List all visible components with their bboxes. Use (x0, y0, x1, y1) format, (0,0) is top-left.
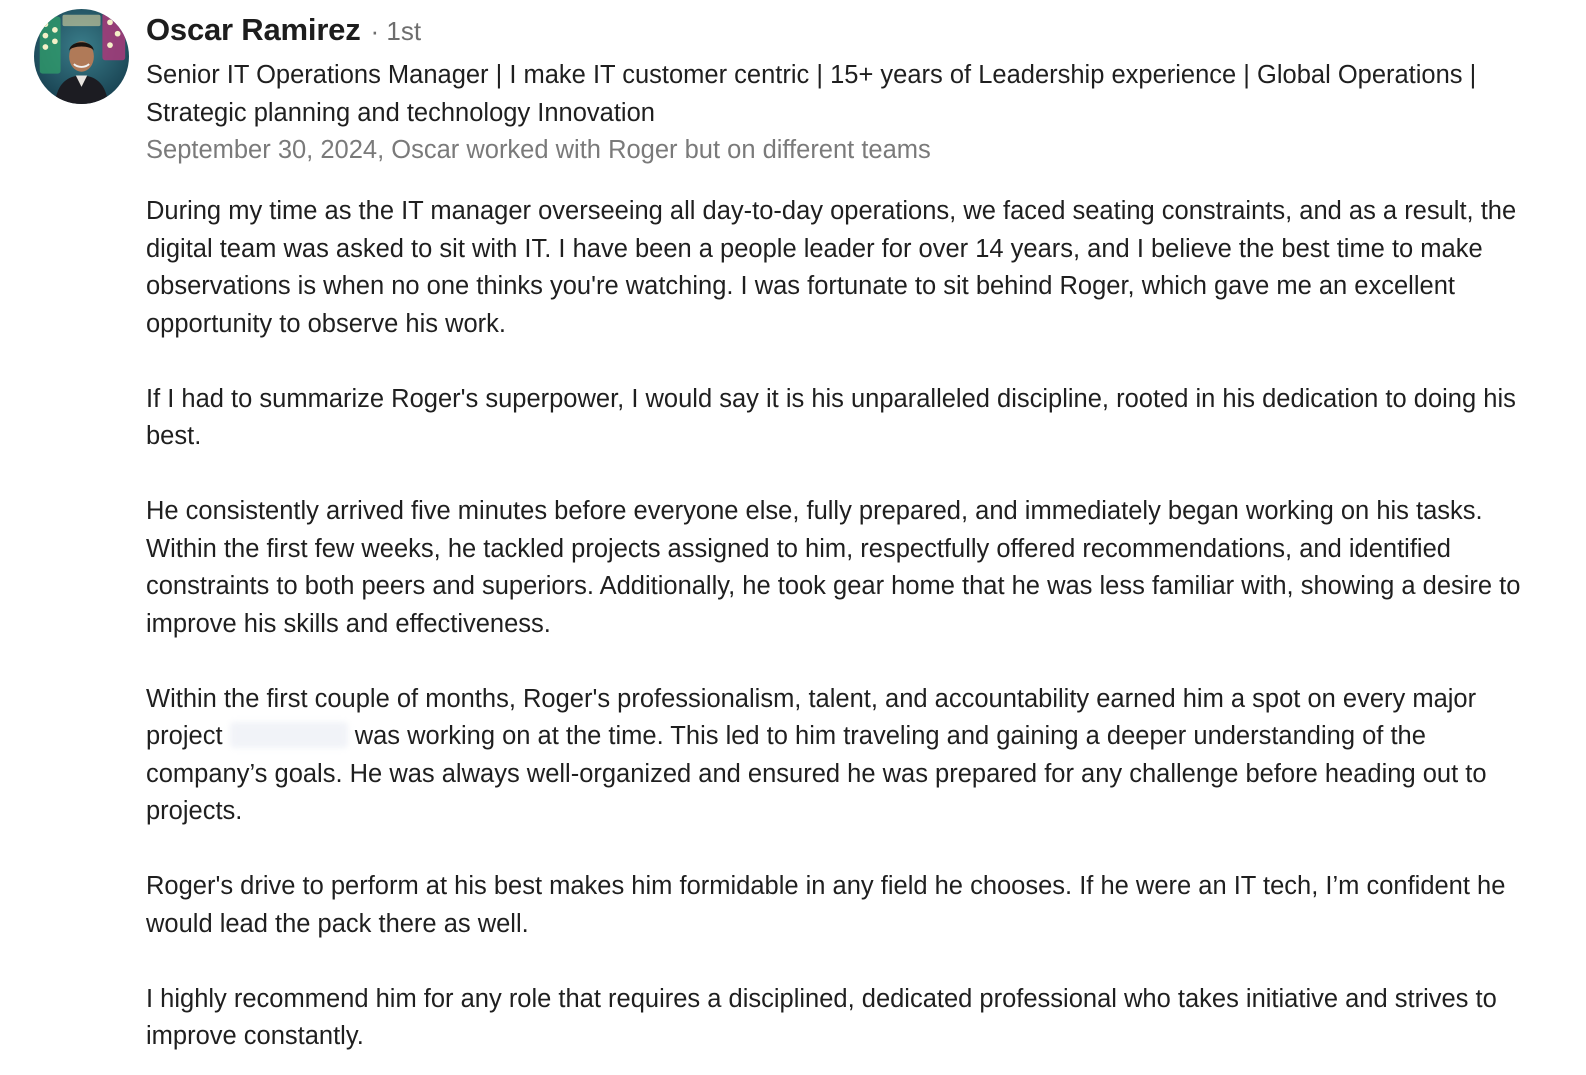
paragraph-3: He consistently arrived five minutes before everyone else, fully prepared, and immediately began working on his tasks. Within the first few weeks, he tackled projects assigned to him, respectfully offered recommendations, and identified constraints to both peers and superiors. Additionally, he took gear home that he was less familiar with, showing a desire to improve his skills and effectiveness. (146, 497, 1521, 638)
paragraph-5: Roger's drive to perform at his best makes him formidable in any field he chooses. If he were an IT tech, I’m confident he would lead the pack there as well. (146, 872, 1506, 938)
name-row (146, 12, 1546, 54)
paragraph-2: If I had to summarize Roger's superpower, I would say it is his unparalleled discipline, rooted in his dedication to doing his best. (146, 384, 1516, 450)
relationship-date: September 30, 2024, Oscar worked with Roger but on different teams (146, 136, 931, 164)
connection-degree: · 1st (370, 16, 422, 46)
paragraph-4-end: was working on at the time. This led to him traveling and gaining a deeper understanding of the company’s goals. He was always well-organized and ensured he was prepared for any challenge before heading out to projects. (146, 722, 1487, 825)
profile-photo-icon (34, 9, 129, 104)
redacted-text (230, 722, 348, 748)
paragraph-4-start: Within the first couple of months, Roger's professionalism, talent, and accountability earned him a spot on every major project (146, 684, 1477, 750)
avatar[interactable] (34, 9, 129, 104)
author-name[interactable]: Oscar Ramirez (146, 12, 361, 47)
paragraph-1: During my time as the IT manager overseeing all day-to-day operations, we faced seating constraints, and as a result, the digital team was asked to sit with IT. I have been a people leader for over 14 years, and I believe the best time to make observations is when no one thinks you're watching. I was fortunate to sit behind Roger, which gave me an excellent opportunity to observe his work. (146, 197, 1517, 338)
author-header (146, 12, 1546, 170)
author-headline: Senior IT Operations Manager | I make IT customer centric | 15+ years of Leadership experience | Global Operations | Strategic planning and technology Innovation (146, 61, 1477, 127)
paragraph-4 (146, 681, 1546, 831)
paragraph-6: I highly recommend him for any role that requires a disciplined, dedicated professional who takes initiative and strives to improve constantly. (146, 984, 1497, 1050)
recommendation-text (146, 193, 1566, 1056)
